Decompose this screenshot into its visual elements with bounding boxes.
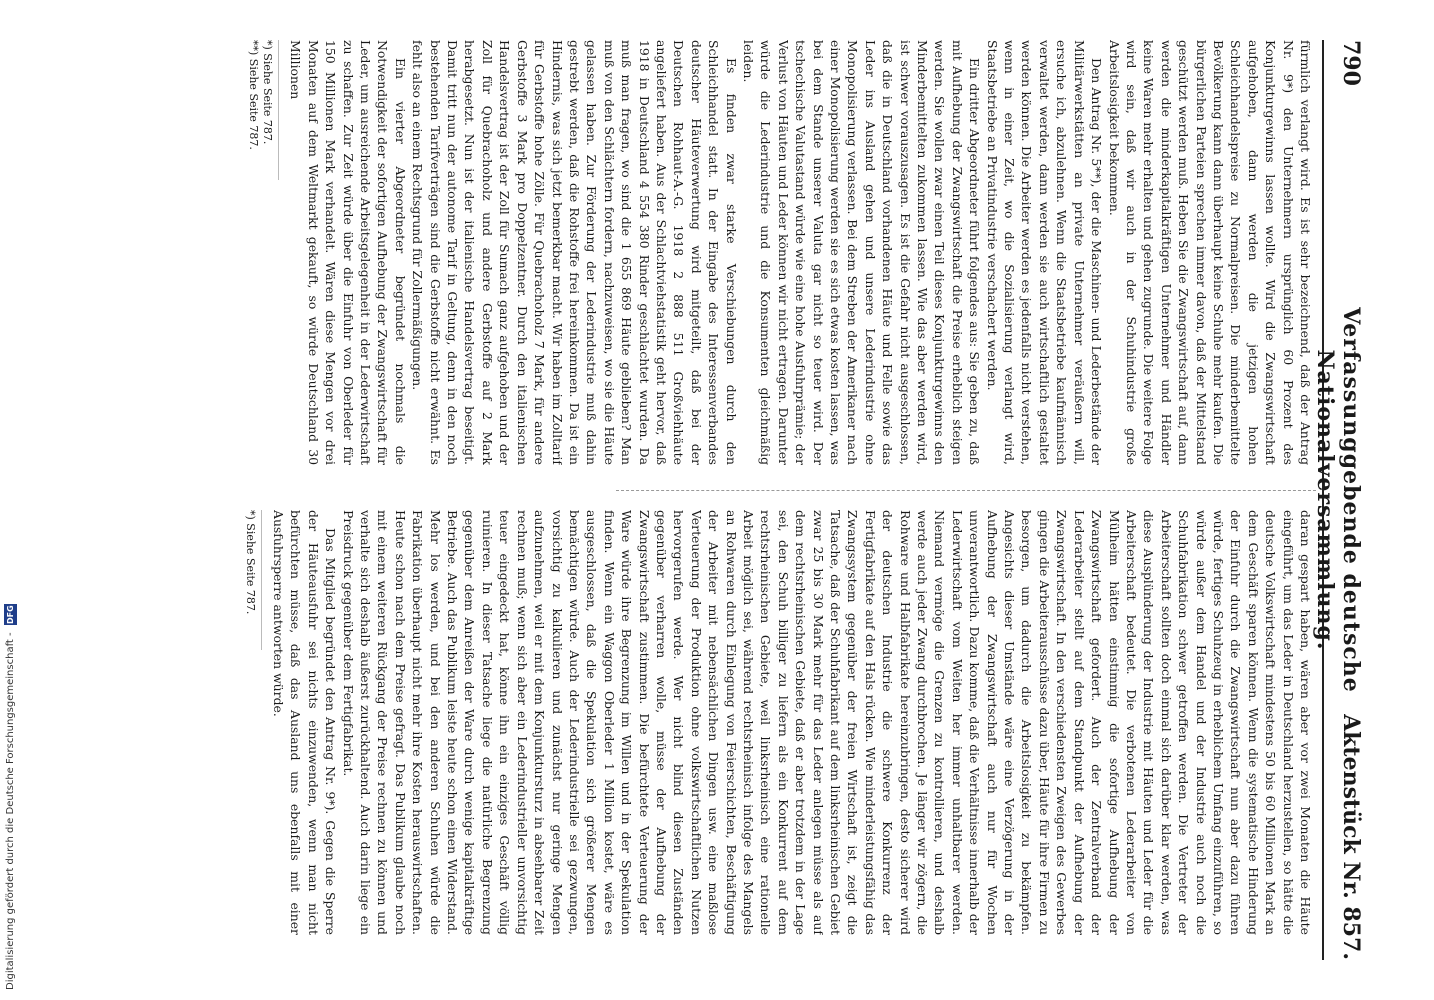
paragraph: Das Mitglied begründet den Antrag Nr. 9*). Gegen die Sperre der Häuteausfuhr sei nichts einzuwenden, wenn man nicht befürchten müsse, daß das Ausland uns ebenfalls mit einer Ausfuhrsperre antworten würde. — [271, 510, 339, 935]
paragraph: Den Antrag Nr. 5**), der die Maschinen- und Lederbestände der Militärwerkstätten an private Unternehmer veräußern will, ersuche ich, abzulehnen. Wenn die Staatsbetriebe kaufmännisch verwaltet werden, dann werden sie auch wirtschaftlich gestaltet werden können. Die Arbeiter werden es jedenfalls nicht verstehen, wenn in einer Zeit, wo die Sozialisierung verlangt wird, Staatsbetriebe an Privatindustrie verschachert werden. — [984, 40, 1105, 465]
digitization-credit — [4, 600, 16, 990]
page-header — [1312, 40, 1364, 960]
footnotes — [246, 40, 279, 180]
dfg-logo: DFG — [6, 605, 15, 625]
footnote: *) Siehe Seite 787. — [243, 510, 257, 615]
paragraph: daran gespart haben, wären aber vor zwei Monaten die Häute eingeführt, um das Leder in Deutschland herzustellen, so hätte die deutsche Volkswirtschaft mindestens 50 bis 60 Millionen Mark an dem Geschäft sparen können. Wenn die systematische Hinderung der Einfuhr durch die Zwangswirtschaft nun aber dazu führen würde, fertiges Schuhzeug in erheblichem Umfang einzuführen, so würde außer dem Handel und der Industrie auch noch die Schuhfabrikation schwer getroffen werden. Die Vertreter der Arbeiterschaft sollten doch einmal sich darüber klar werden, was diese Ausplünderung der Industrie mit Häuten und Leder für die Arbeiterschaft bedeutet. Die verbotenen Lederarbeiter von Mülheim hätten einstimmig die sofortige Aufhebung der Zwangswirtschaft gefordert. Auch der Zentralverband der Lederarbeiter stellt auf dem Standpunkt der Aufhebung der Zwangswirtschaft. In den verschiedensten Zweigen des Gewerbes gingen die Arbeiterausschüsse dazu über, Häute für ihre Firmen zu besorgen, um dadurch die Arbeitslosigkeit zu bekämpfen. Angesichts dieser Umstände wäre eine Verzögerung in der Aufhebung der Zwangswirtschaft auch nur für Wochen unverantwortlich. Dazu komme, daß die Verhältnisse innerhalb der Lederwirtschaft vom Weiten her immer unhaltbarer werden. Niemand vermöge die Grenzen zu kontrollieren, und deshalb werde auch jeder Zwang durchbrochen. Je länger wir zögern, die Rohware und Halbfabrikate hereinzubringen, desto sicherer wird der deutschen Industrie die schwere Konkurrenz der Fertigfabrikate auf den Hals rücken. Wie minderleistungsfähig das Zwangssystem gegenüber der freien Wirtschaft ist, zeigt die Tatsache, daß der Schuhfabrikant auf dem linksrheinischen Gebiet zwar 25 bis 30 Mark mehr für das Leder anlegen müsse als auf dem rechtsrheinischen Gebiete, daß er aber trotzdem in der Lage sei, den Schuh billiger zu liefern als ein Konkurrent auf dem rechtsrheinischen Gebiete, weil linksrheinisch eine rationelle Arbeit möglich sei, während rechtsrheinisch infolge des Mangels an Rohwaren durch Einlegung von Feierschichten, Beschäftigung der Arbeiter mit nebensächlichen Dingen usw. eine maßlose Verteuerung der Produktion ohne volkswirtschaftlichen Nutzen hervorgerufen werde. Wer nicht blind diesen Zuständen gegenüber verharren wolle, müsse der Aufhebung der Zwangswirtschaft zustimmen. Die befürchtete Verteuerung der Ware würde ihre Begrenzung im Willen und in der Spekulation finden. Wenn ein Waggon Oberleder 1 Million kostet, wäre es ausgeschlossen, daß die Spekulation sich größerer Mengen bemächtigen würde. Auch der Lederindustrielle sei gezwungen, vorsichtig zu kalkulieren und zunächst nur geringe Mengen aufzunehmen, weil er mit dem Konjunktursturz in absehbarer Zeit rechnen muß; wenn sich aber ein Lederindustrieller unvorsichtig teuer eingedeckt hat, könne ihn ein einziges Geschäft völlig ruinieren. In dieser Tatsache liege die natürliche Begrenzung gegenüber dem Anreißen der Ware durch wenige kapitalkräftige Betriebe. Auch das Publikum leiste heute schon einen Widerstand. Mehr los werden, und bei den anderen Schuhen würde die Fabrikation überhaupt nicht mehr ihre Kosten herauswirtschaften. Heute schon nach dem Preise gefragt. Das Publikum glaube noch mit einem weiteren Rückgang der Preise rechnen zu können und verhalte sich deshalb äußerst zurückhaltend. Auch darin liege ein Preisdruck gegenüber dem Fertigfabrikat. — [340, 510, 1313, 935]
footnote: *) Siehe Seite 787. — [261, 40, 275, 145]
right-column — [194, 510, 1314, 935]
credit-text: Digitalisierung gefördert durch die Deutsche Forschungsgemeinschaft - — [5, 632, 16, 990]
column-divider — [616, 490, 1316, 491]
footnotes — [243, 510, 262, 650]
paragraph: fürmlich verlangt wird. Es ist sehr bezeichnend, daß der Antrag Nr. 9*) den Unternehmern ursprünglich 60 Prozent des Konjunkturgewinns lassen wollte. Wird die Zwangswirtschaft aufgehoben, dann werden die jetzigen hohen Schleichhandelspreise zu Normalpreisen. Die minderbemittelte Bevölkerung kann dann überhaupt keine Schuhe mehr kaufen. Die bürgerlichen Parteien sprechen immer davon, daß der Mittelstand geschützt werden muß. Heben Sie die Zwangswirtschaft auf, dann werden die minderkapitalkräftigen Unternehmer und Händler keine Waren mehr erhalten und gehen zugrunde. Die weitere Folge wird sein, daß wir auch in der Schuhindustrie große Arbeitslosigkeit bekommen. — [1106, 40, 1313, 465]
paragraph: Ein dritter Abgeordneter führt folgendes aus: Sie geben zu, daß mit Aufhebung der Zwangswirtschaft die Preise erheblich steigen werden. Sie wollen zwar einen Teil dieses Konjunkturgewinns den Minderbemittelten zukommen lassen. Wie das aber werden wird, ist schwer vorauszusagen. Es ist die Gefahr nicht ausgeschlossen, daß die in Deutschland vorhandenen Häute und Felle sowie das Leder ins Ausland gehen und unsere Lederindustrie ohne Monopolisierung verlassen. Bei dem Streben der Amerikaner nach einer Monopolisierung werden sie es sich etwas kosten lassen, was bei dem Stande unserer Valuta gar nicht so teuer wird. Der tschechische Valutastand würde wie eine hohe Ausfuhrprämie; der Verlust von Häuten und Leder können wir nicht ertragen. Darunter würde die Lederindustrie und die Konsumenten gleichmäßig leiden. — [741, 40, 983, 465]
left-column — [194, 40, 1314, 465]
page-number: 790 — [1338, 40, 1364, 86]
running-title: Verfassunggebende deutsche Nationalversammlung. — [1312, 307, 1364, 693]
paragraph: Ein vierter Abgeordneter begründet nochmals die Notwendigkeit der sofortigen Aufhebung der Zwangswirtschaft für Leder, um ausreichende Arbeitsgelegenheit in der Lederwirtschaft zu schaffen. Zur Zeit würde über die Einfuhr von Oberleder für 150 Millionen Mark verhandelt. Wären diese Mengen vor drei Monaten auf dem Weltmarkt gekauft, so würde Deutschland 30 Millionen — [288, 40, 408, 465]
document-number: Aktenstück Nr. 857. — [1338, 714, 1364, 960]
paragraph: Es finden zwar starke Verschiebungen durch den Schleichhandel statt. In der Eingabe des Interessenverbandes deutscher Häuteverwertung wird mitgeteilt, daß bei der Deutschen Rohhaut-A.-G. 1918 2 888 511 Großviehhäute angeliefert haben. Aus der Schlachtviehstatistik geht hervor, daß 1918 in Deutschland 4 554 380 Rinder geschlachtet wurden. Da muß man fragen, wo sind die 1 655 869 Häute geblieben? Man muß von den Schlächtern fordern, nachzuweisen, wo sie die Häute gelassen haben. Zur Förderung der Lederindustrie muß dahin gestrebt werden, daß die Rohstoffe frei hereinkommen. Da ist ein Hindernis, was sich jetzt bemerkbar macht. Wir haben im Zolltarif für Gerbstoffe hohe Zölle. Für Quebrachoholz 7 Mark, für andere Gerbstoffe 3 Mark pro Doppelzentner. Durch den italienischen Handelsvertrag ist der Zoll für Sumach ganz aufgehoben und der Zoll für Quebrachoholz und andere Gerbstoffe auf 2 Mark herabgesetzt. Nun ist der italienische Handelsvertrag beseitigt. Damit tritt nun der autonome Tarif in Geltung, denn in den noch bestehenden Tarifverträgen sind die Gerbstoffe nicht erwähnt. Es fehlt also an einem Rechtsgrund für Zollermäßigungen. — [410, 40, 739, 465]
footnote: **) Siehe Seite 787. — [247, 40, 261, 150]
